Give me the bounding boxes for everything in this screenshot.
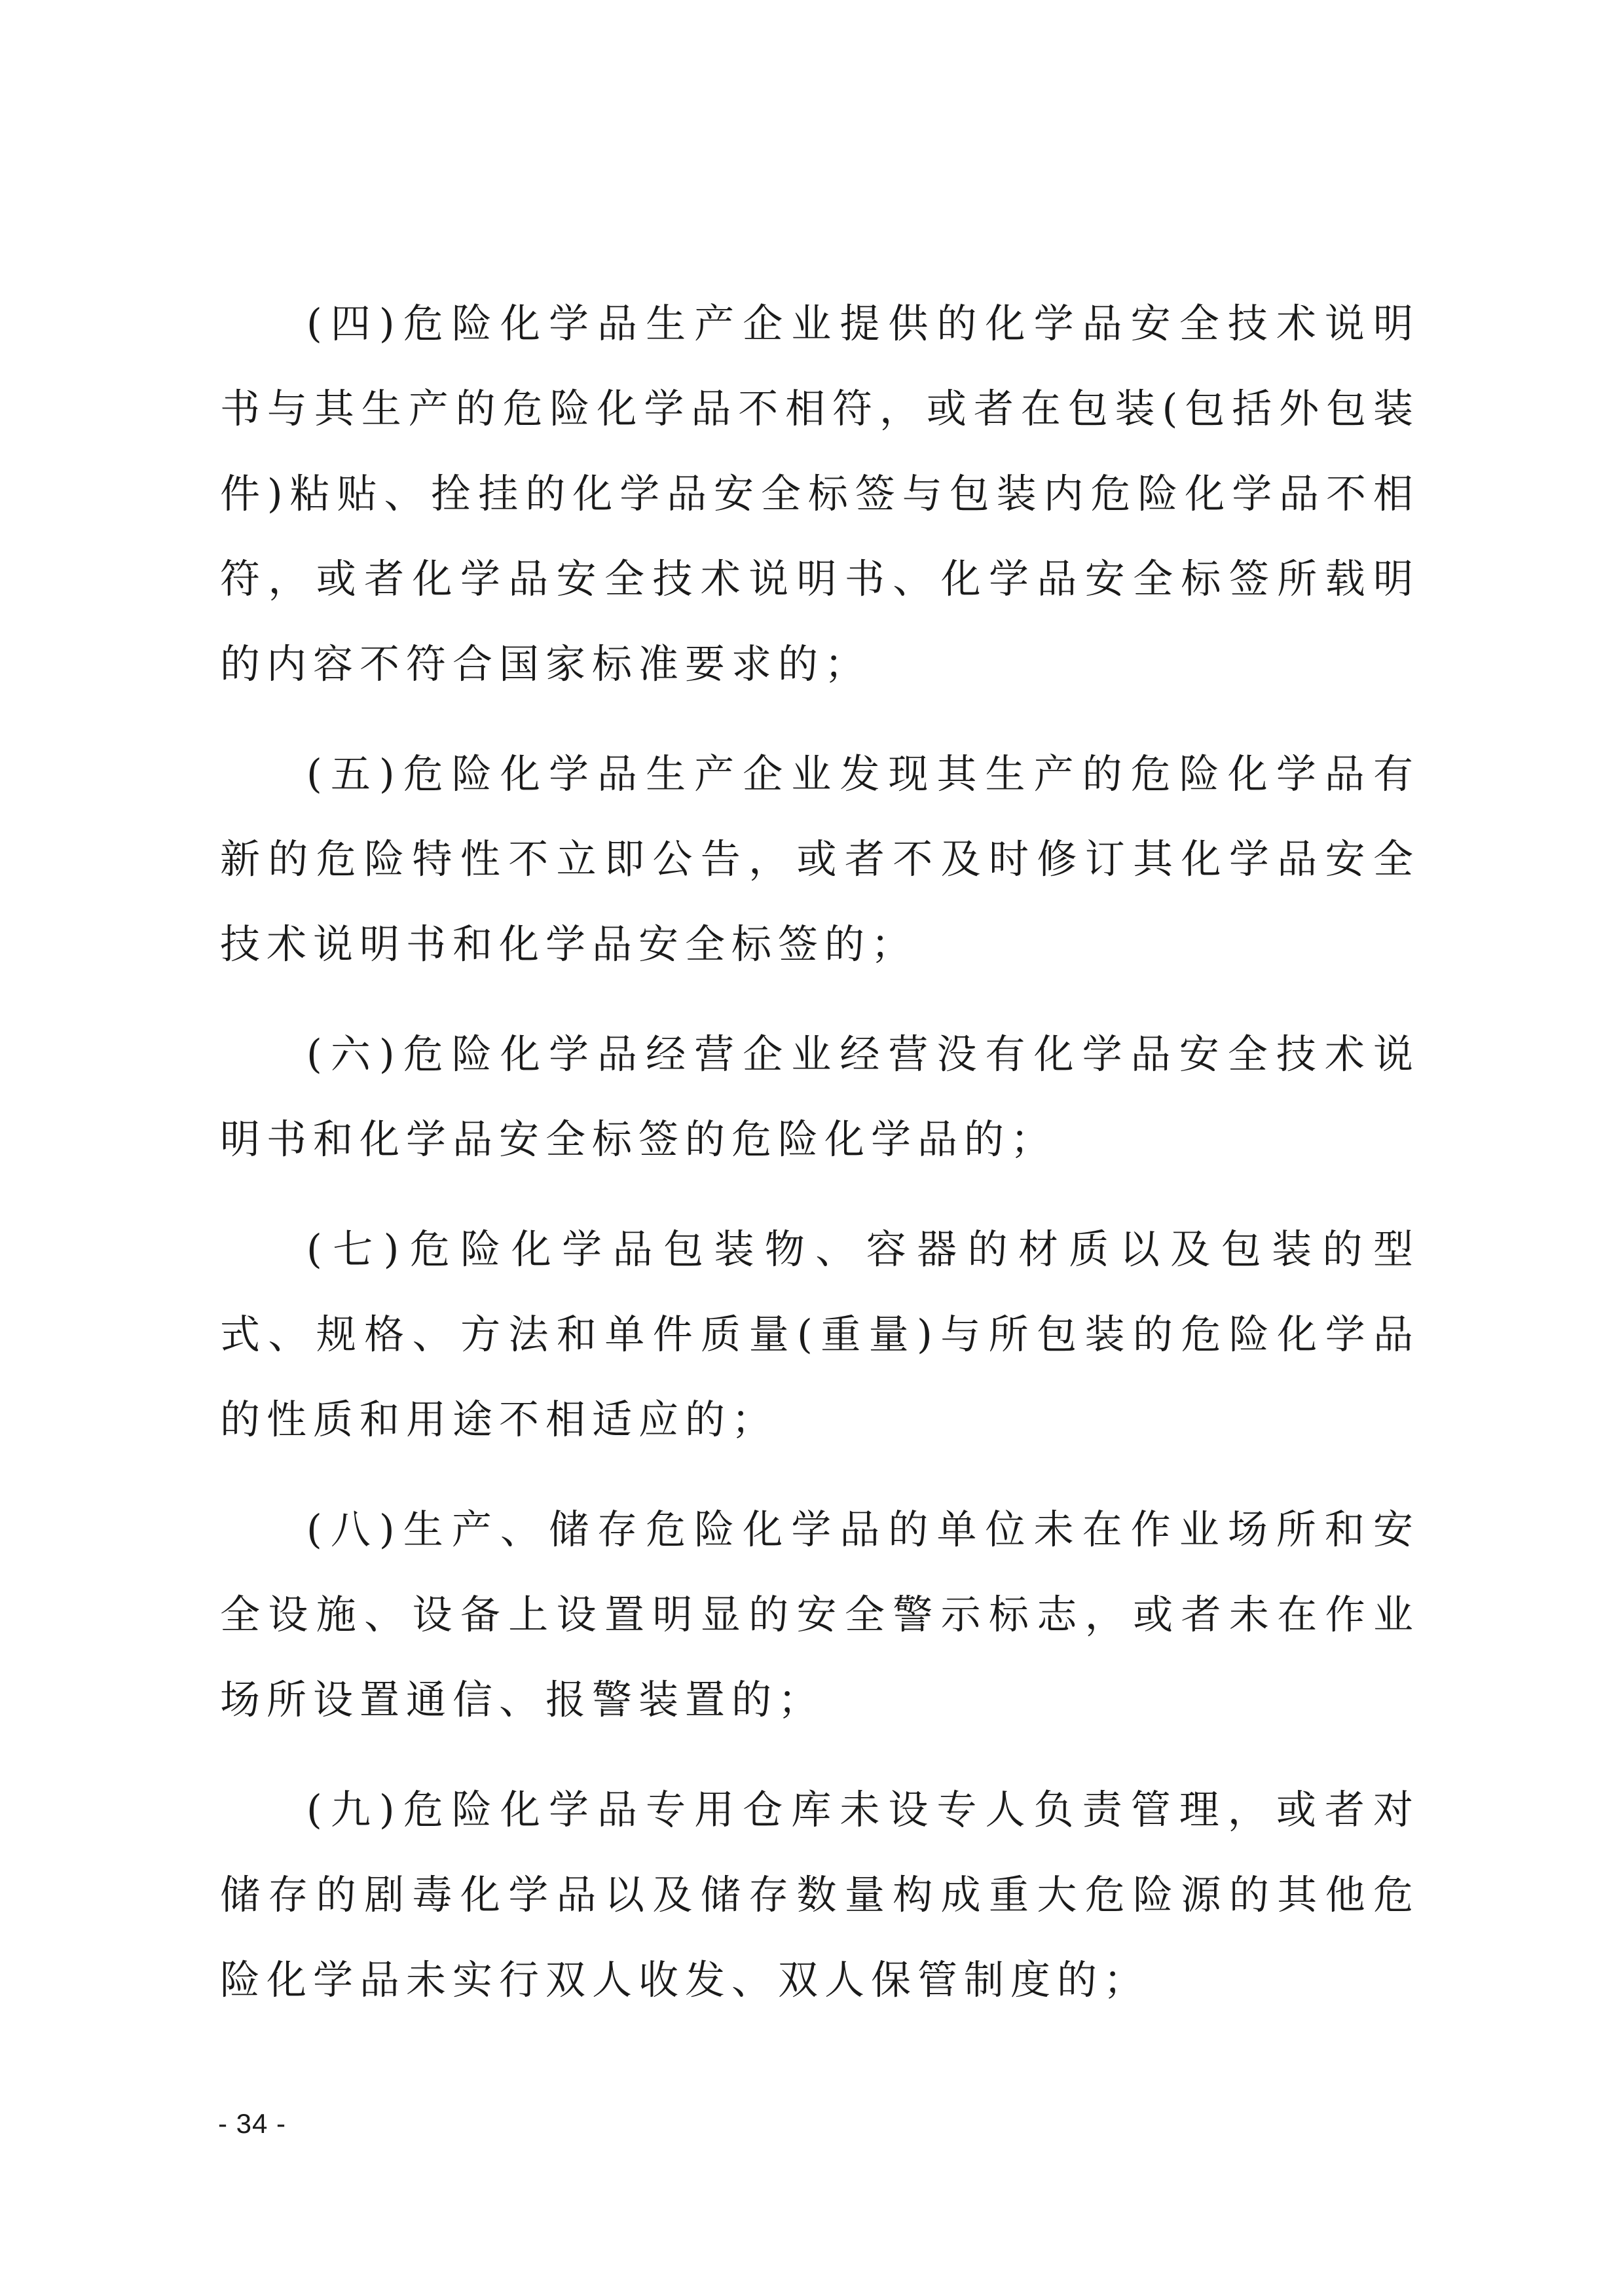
paragraph-item-4: (四)危险化学品生产企业提供的化学品安全技术说明书与其生产的危险化学品不相符，或者在包装(包括外包装件)粘贴、拴挂的化学品安全标签与包装内危险化学品不相符，或者化学品安全技术说明书、化学品安全标签所载明的内容不符合国家标准要求的； bbox=[220, 301, 1420, 687]
paragraph-item-9: (九)危险化学品专用仓库未设专人负责管理，或者对储存的剧毒化学品以及储存数量构成重大危险源的其他危险化学品未实行双人收发、双人保管制度的； bbox=[220, 1787, 1420, 2003]
document-body bbox=[220, 282, 1420, 2023]
paragraph-item-5: (五)危险化学品生产企业发现其生产的危险化学品有新的危险特性不立即公告，或者不及时修订其化学品安全技术说明书和化学品安全标签的； bbox=[220, 751, 1420, 968]
paragraph-item-8: (八)生产、储存危险化学品的单位未在作业场所和安全设施、设备上设置明显的安全警示标志，或者未在作业场所设置通信、报警装置的； bbox=[220, 1506, 1420, 1723]
paragraph-item-7: (七)危险化学品包装物、容器的材质以及包装的型式、规格、方法和单件质量(重量)与所包装的危险化学品的性质和用途不相适应的； bbox=[220, 1226, 1420, 1443]
page-number: - 34 - bbox=[218, 2108, 287, 2139]
paragraph-item-6: (六)危险化学品经营企业经营没有化学品安全技术说明书和化学品安全标签的危险化学品的； bbox=[220, 1031, 1420, 1163]
